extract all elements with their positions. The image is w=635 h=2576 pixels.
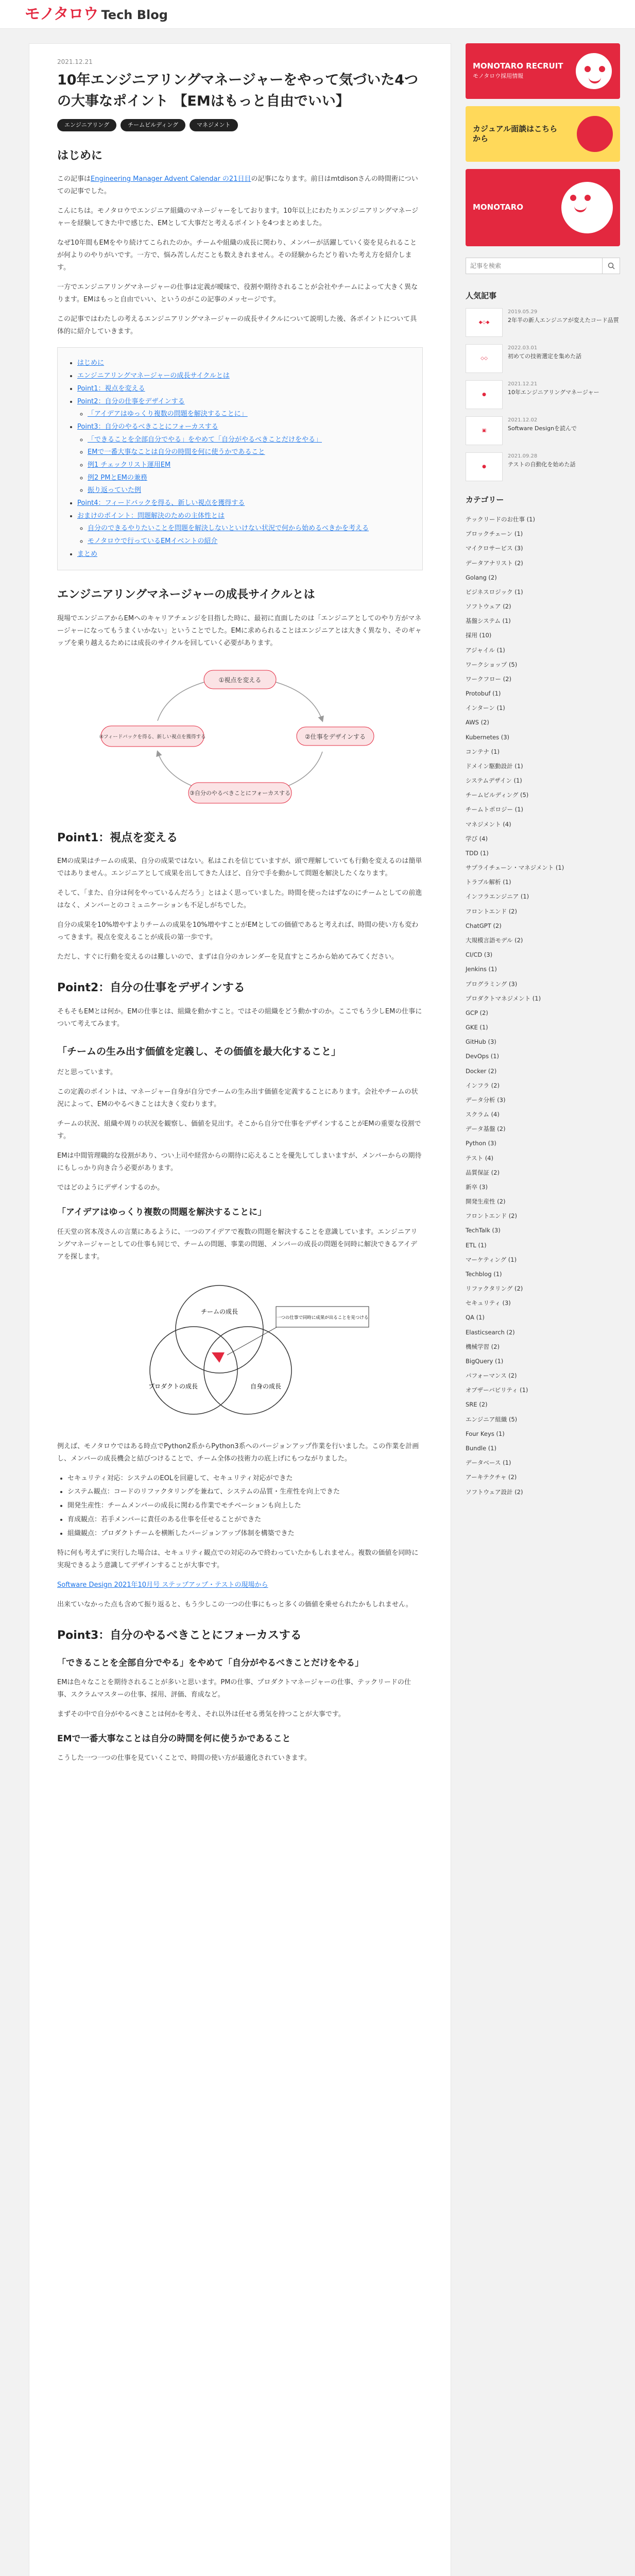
category-item[interactable]: Docker (2) — [466, 1067, 497, 1075]
popular-item[interactable]: ● 2021.09.28 テストの自動化を始めた話 — [466, 452, 620, 481]
list-item: • 開発生産性：チームメンバーの成長に関わる作業でモチベーションも向上した — [67, 1500, 423, 1513]
category-item[interactable]: Elasticsearch (2) — [466, 1328, 515, 1336]
category-item[interactable]: テスト (4) — [466, 1154, 493, 1162]
recruit-banner[interactable]: MONOTARO RECRUIT モノタロウ採用情報 — [466, 43, 620, 99]
toc-item: • Point1：視点を変える — [77, 383, 411, 396]
category-item[interactable]: Techblog (1) — [466, 1270, 502, 1278]
section-point1-heading: Point1：視点を変える — [57, 831, 178, 844]
logo-mark: モノタロウ — [25, 5, 98, 23]
thumbnail: ▣ — [466, 416, 503, 445]
list-item: • 育成観点：若手メンバーに責任のある仕事を任せることができた — [67, 1514, 423, 1527]
sidebar — [466, 43, 620, 2576]
category-item[interactable]: BigQuery (1) — [466, 1357, 504, 1365]
category-item[interactable]: 採用 (10) — [466, 632, 492, 639]
intro-paragraph: この記事ではわたしの考えるエンジニアリングマネージャーの成長サイクルについて説明した後、各ポイントについて具体的に紹介していきます。 — [57, 315, 417, 336]
category-item[interactable]: ソフトウェア (2) — [466, 603, 511, 611]
article-tags — [57, 119, 423, 131]
category-item[interactable]: Bundle (1) — [466, 1445, 496, 1452]
search-icon — [608, 262, 615, 269]
toc-item: • エンジニアリングマネージャーの成長サイクルとは — [77, 370, 411, 383]
toc-item: • Point2：自分の仕事をデザインする — [77, 396, 411, 409]
thumbnail: ● — [466, 452, 503, 481]
popular-item[interactable]: ▣ 2021.12.02 Software Designを読んで — [466, 416, 620, 445]
cycle-node-2: ②仕事をデザインする — [305, 733, 366, 740]
venn-label-team: チームの成長 — [200, 1308, 238, 1315]
point2-paragraph: だと思っています。 — [57, 1069, 117, 1076]
toc-item: • まとめ — [77, 548, 411, 561]
growth-cycle-diagram — [57, 659, 423, 814]
category-item[interactable]: エンジニア組織 (5) — [466, 1415, 518, 1423]
point2-paragraph: 特に何も考えずに実行した場合は、セキュリティ観点での対応のみで終わっていたかもしれません。複数の価値を同時に実現できるよう意識してデザインすることが大事です。 — [57, 1549, 419, 1570]
point1-paragraph: EMの成果はチームの成果、自分の成果ではない。私はこれを信じていますが、頭で理解していても行動を変えるのは簡単ではありません。エンジニアとして成果を出してきた人ほど、自分で手を動かして問題を解決したくなります。 — [57, 857, 422, 878]
tag-team-building[interactable]: チームビルディング — [121, 119, 185, 131]
category-item[interactable]: AWS (2) — [466, 719, 489, 726]
casual-interview-banner[interactable]: カジュアル面談はこちらから — [466, 106, 620, 162]
category-item[interactable]: トラブル解析 (1) — [466, 878, 511, 886]
category-item[interactable]: 基盤システム (1) — [466, 617, 511, 625]
category-list — [466, 512, 620, 1499]
toc-item: ◦ 自分のできるやりたいことを問題を解決しないといけない状況で何から始めるべきかを考える — [88, 522, 411, 535]
list-item: • セキュリティ対応：システムのEOLを回避して、セキュリティ対応ができた — [67, 1472, 423, 1485]
article-title: 10年エンジニアリングマネージャーをやって気づいた4つの大事なポイント 【EMはもっと自由でいい】 — [57, 72, 418, 109]
category-item[interactable]: サプライチェーン・マネジメント (1) — [466, 864, 564, 872]
category-item[interactable]: Python (3) — [466, 1140, 496, 1147]
intro-paragraph: この記事はEngineering Manager Advent Calendar の21日目の記事になります。前日はmtdisonさんの時間術についての記事でした。 — [57, 175, 418, 196]
popular-item[interactable]: ● 2021.12.21 10年エンジニアリングマネージャー — [466, 380, 620, 409]
point2-subheading: 「アイデアはゆっくり複数の問題を解決することに」 — [57, 1207, 267, 1218]
toc-item: ◦ 振り返っていた例 — [88, 484, 411, 497]
search-box — [466, 258, 620, 274]
category-item[interactable]: マネジメント (4) — [466, 820, 511, 828]
site-logo[interactable] — [25, 2, 168, 27]
toc-item: ◦ EMで一番大事なことは自分の時間を何に使うかであること — [88, 446, 411, 459]
point3-paragraph: EMは色々なことを期待されることが多いと思います。PMの仕事、プロダクトマネージャーの仕事、テックリードの仕事、スクラムマスターの仕事、採用、評価、育成など。 — [57, 1678, 411, 1699]
thumbnail: ◆◇◆ — [466, 308, 503, 337]
category-item[interactable]: スクラム (4) — [466, 1111, 500, 1118]
category-item[interactable]: フロントエンド (2) — [466, 907, 517, 915]
category-item[interactable]: Golang (2) — [466, 573, 497, 581]
section-cycle-heading: エンジニアリングマネージャーの成長サイクルとは — [57, 588, 315, 602]
site-header — [0, 0, 635, 29]
category-item[interactable]: GitHub (3) — [466, 1038, 496, 1046]
category-item[interactable]: TechTalk (3) — [466, 1227, 501, 1234]
point3-subheading: 「できることを全部自分でやる」をやめて「自分がやるべきことだけをやる」 — [57, 1657, 364, 1668]
category-item[interactable]: データアナリスト (2) — [466, 559, 523, 567]
point3-paragraph: こうした一つ一つの仕事を見ていくことで、時間の使い方が最適化されていきます。 — [57, 1754, 311, 1762]
benefits-list — [57, 1472, 423, 1540]
point2-paragraph: 出来ていなかった点も含めて振り返ると、もう少しこの一つの仕事にもっと多くの価値を乗せられたかもしれません。 — [57, 1601, 413, 1609]
article — [29, 43, 451, 2576]
category-item[interactable]: 学び (4) — [466, 835, 488, 842]
category-item[interactable]: オブザーバビリティ (1) — [466, 1386, 528, 1394]
table-of-contents — [57, 347, 423, 570]
toc-item: ◦ 例1 チェックリスト運用EM — [88, 459, 411, 472]
category-item[interactable]: プログラミング (3) — [466, 980, 518, 988]
point1-paragraph: ただし、すぐに行動を変えるのは難しいので、まずは自分のカレンダーを見直すところから始めてみてください。 — [57, 953, 398, 961]
category-item[interactable]: データベース (1) — [466, 1459, 511, 1467]
toc-item: • Point4：フィードバックを得る、新しい視点を獲得する — [77, 497, 411, 510]
point1-paragraph: そして、「また、自分は何をやっているんだろう」とはよく思っていました。時間を使ったはずなのにチームとしての前進はなく、メンバーとのコミュニケーションも不足しがちでした。 — [57, 889, 422, 910]
venn-diagram — [57, 1273, 423, 1427]
mascot-icon — [577, 116, 613, 152]
tag-engineering[interactable]: エンジニアリング — [57, 119, 116, 131]
toc-item: • おまけのポイント：問題解決のための主体性とは — [77, 510, 411, 523]
venn-label-self: 自身の成長 — [250, 1382, 282, 1390]
toc-item: ◦ 例2 PMとEMの兼務 — [88, 472, 411, 485]
category-item[interactable]: DevOps (1) — [466, 1053, 500, 1060]
category-item[interactable]: GCP (2) — [466, 1009, 488, 1016]
category-item[interactable]: ビジネスロジック (1) — [466, 588, 523, 596]
point2-paragraph: EMは中間管理職的な役割があり、つい上司や経営からの期待に応えることを優先してしまいますが、メンバーからの期待にもしっかり向き合う必要があります。 — [57, 1152, 422, 1173]
point2-paragraph: 例えば、モノタロウではある時点でPython2系からPython3系へのバージョンアップ作業を行いました。この作業を計画し、メンバーの成長機会と結びつけることで、チーム全体の技術力の底上げにもつながりました。 — [57, 1442, 419, 1463]
category-item[interactable]: TDD (1) — [466, 849, 489, 857]
category-item[interactable]: 機械学習 (2) — [466, 1343, 500, 1350]
advent-calendar-link[interactable]: Engineering Manager Advent Calendar の21日目 — [91, 175, 251, 183]
category-item[interactable]: テックリードのお仕事 (1) — [466, 516, 535, 523]
toc-item: ◦ 「アイデアはゆっくり複数の問題を解決することに」 — [88, 408, 411, 421]
cycle-node-3: ③自分のやるべきことにフォーカスする — [189, 789, 291, 796]
thumbnail: ● — [466, 380, 503, 409]
category-item[interactable]: インターン (1) — [466, 704, 505, 712]
point3-paragraph: まずその中で自分がやるべきことは何かを考え、それ以外は任せる勇気を持つことが大事です。 — [57, 1710, 345, 1718]
category-item[interactable]: 品質保証 (2) — [466, 1168, 500, 1176]
intro-paragraph: 一方でエンジニアリングマネージャーの仕事は定義が曖昧で、役割や期待されることが会社やチームによって大きく異なります。EMはもっと自由でいい、というのがこの記事のメッセージです。 — [57, 283, 418, 304]
point2-paragraph: そもそもEMとは何か。EMの仕事とは、組織を動かすこと。ではその組織をどう動かすのか。ここでもう少しEMの仕事について考えてみます。 — [57, 1007, 422, 1028]
category-item[interactable]: ワークフロー (2) — [466, 675, 511, 683]
thumbnail: ◇◇ — [466, 344, 503, 373]
point2-quote: 「チームの生み出す価値を定義し、その価値を最大化すること」 — [57, 1045, 341, 1057]
monotaro-banner[interactable]: MONOTARO — [466, 169, 620, 246]
list-item: • 組織観点：プロダクトチームを横断したバージョンアップ体制を構築できた — [67, 1528, 423, 1540]
category-item[interactable]: CI/CD (3) — [466, 951, 493, 959]
category-item[interactable]: パフォーマンス (2) — [466, 1372, 517, 1380]
section-intro-heading: はじめに — [57, 149, 103, 162]
category-item[interactable]: システムデザイン (1) — [466, 777, 522, 785]
category-item[interactable]: マーケティング (1) — [466, 1256, 517, 1263]
category-item[interactable]: フロントエンド (2) — [466, 1212, 517, 1220]
category-item[interactable]: Kubernetes (3) — [466, 733, 510, 741]
section-point3-heading: Point3：自分のやるべきことにフォーカスする — [57, 1629, 302, 1642]
category-item[interactable]: コンテナ (1) — [466, 748, 500, 755]
category-item[interactable]: アジャイル (1) — [466, 646, 505, 654]
category-item[interactable]: マイクロサービス (3) — [466, 545, 523, 552]
category-item[interactable]: インフラエンジニア (1) — [466, 893, 529, 901]
list-item: • システム観点：コードのリファクタリングを兼ねて、システムの品質・生産性を向上できた — [67, 1486, 423, 1499]
search-input[interactable] — [466, 258, 602, 274]
logo-text: Tech Blog — [101, 7, 168, 22]
intro-paragraph: なぜ10年間もEMをやり続けてこられたのか。チームや組織の成長に関わり、メンバーが活躍していく姿を見られることが何よりのやりがいです。一方で、悩み苦しんだことも数えきれません。その経験からたどり着いた考え方を紹介します。 — [57, 239, 417, 272]
cycle-node-1: ①視点を変える — [218, 676, 262, 684]
category-item[interactable]: チームビルディング (5) — [466, 791, 529, 799]
software-design-link[interactable]: Software Design 2021年10月号 ステップアップ・テストの現場から — [57, 1581, 268, 1589]
point1-paragraph: 自分の成果を10%増やすよりチームの成果を10%増やすことがEMとしての価値であると考えれば、時間の使い方も変わってきます。視点を変えることが成長の第一歩です。 — [57, 921, 419, 942]
toc-item: • Point3：自分のやるべきことにフォーカスする — [77, 421, 411, 434]
cycle-node-4: ④フィードバックを得る、新しい視点を獲得する — [99, 734, 206, 740]
category-item[interactable]: 開発生産性 (2) — [466, 1198, 506, 1206]
category-item[interactable]: Jenkins (1) — [466, 965, 497, 973]
category-item[interactable]: ChatGPT (2) — [466, 922, 502, 929]
search-button[interactable] — [602, 258, 620, 274]
intro-paragraph: こんにちは。モノタロウでエンジニア組織のマネージャーをしております。10年以上にわたりエンジニアリングマネージャーを経験してきた中で感じた、EMとして大事だと考えるポイントを4つまとめました。 — [57, 207, 419, 228]
toc-item: ◦ 「できることを全部自分でやる」をやめて「自分がやるべきことだけをやる」 — [88, 434, 411, 447]
category-item[interactable]: リファクタリング (2) — [466, 1285, 523, 1293]
tag-management[interactable]: マネジメント — [190, 119, 238, 131]
article-date: 2021.12.21 — [57, 58, 93, 65]
category-item[interactable]: QA (1) — [466, 1314, 485, 1321]
mascot-icon — [576, 53, 612, 89]
category-item[interactable]: 大規模言語モデル (2) — [466, 936, 523, 944]
category-item[interactable]: ソフトウェア設計 (2) — [466, 1488, 523, 1496]
popular-item[interactable]: ◆◇◆ 2019.05.29 2年半の新人エンジニアが変えたコード品質 — [466, 308, 620, 337]
category-item[interactable]: プロダクトマネジメント (1) — [466, 994, 541, 1002]
category-item[interactable]: インフラ (2) — [466, 1081, 500, 1089]
cycle-paragraph: 現場でエンジニアからEMへのキャリアチェンジを目指した時に、最初に直面したのは「エンジニアとしてのやり方がマネージャーになってもうまくいかない」ということでした。EMに求められることはエンジニアとは大きく異なり、そのギャップを乗り越えるためには成長のサイクルを回していく必要があります。 — [57, 614, 422, 647]
category-item[interactable]: チームトポロジー (1) — [466, 806, 523, 814]
point2-paragraph: チームの状況、組織や周りの状況を観察し、価値を見出す。そこから自分で仕事をデザインすることがEMの重要な役割です。 — [57, 1120, 421, 1141]
point2-paragraph: ではどのようにデザインするのか。 — [57, 1184, 164, 1192]
point2-paragraph: 任天堂の宮本茂さんの言葉にあるように、一つのアイデアで複数の問題を解決することを意識しています。エンジニアリングマネージャーとしての仕事も同じで、チームの問題、事業の問題、メンバーの成長の問題を同時に解決できるアイデアを探します。 — [57, 1228, 418, 1261]
category-item[interactable]: GKE (1) — [466, 1024, 488, 1031]
category-item[interactable]: ブロックチェーン (1) — [466, 530, 523, 538]
category-item[interactable]: データ基盤 (2) — [466, 1125, 506, 1133]
category-item[interactable]: ドメイン駆動設計 (1) — [466, 762, 523, 770]
category-item[interactable]: ETL (1) — [466, 1241, 487, 1249]
section-point2-heading: Point2：自分の仕事をデザインする — [57, 981, 245, 995]
toc-item: ◦ モノタロウで行っているEMイベントの紹介 — [88, 535, 411, 548]
category-item[interactable]: 新卒 (3) — [466, 1183, 488, 1191]
popular-heading: 人気記事 — [466, 291, 497, 300]
venn-label-product: プロダクトの成長 — [148, 1382, 198, 1390]
category-item[interactable]: ワークショップ (5) — [466, 660, 518, 668]
category-item[interactable]: データ分析 (3) — [466, 1096, 506, 1104]
category-item[interactable]: セキュリティ (3) — [466, 1299, 511, 1307]
category-item[interactable]: Four Keys (1) — [466, 1430, 505, 1437]
category-item[interactable]: アーキテクチャ (2) — [466, 1473, 517, 1481]
point2-paragraph: この定義のポイントは、マネージャー自身が自分でチームの生み出す価値を定義することにあります。会社やチームの状況によって、EMのやるべきことは大きく変わります。 — [57, 1088, 418, 1109]
category-item[interactable]: Protobuf (1) — [466, 690, 501, 698]
popular-item[interactable]: ◇◇ 2022.03.01 初めての技術選定を集めた話 — [466, 344, 620, 373]
category-heading: カテゴリー — [466, 495, 504, 504]
venn-callout: 一つの仕事で同時に成果が出ることを見つける — [276, 1315, 369, 1320]
category-item[interactable]: SRE (2) — [466, 1401, 488, 1409]
toc-item: • はじめに — [77, 357, 411, 370]
point3-subheading: EMで一番大事なことは自分の時間を何に使うかであること — [57, 1733, 291, 1744]
mascot-icon — [561, 182, 613, 233]
